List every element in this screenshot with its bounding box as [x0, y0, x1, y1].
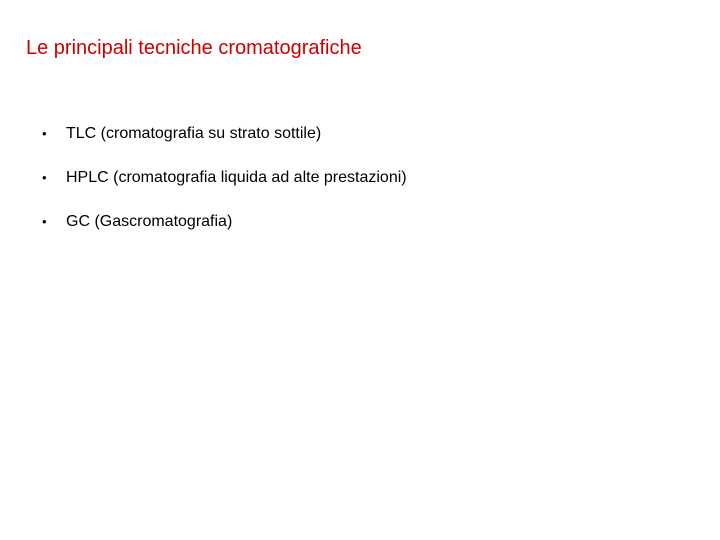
bullet-list	[42, 122, 407, 254]
list-item	[42, 210, 407, 254]
slide-title: Le principali tecniche cromatografiche	[26, 37, 362, 59]
bullet-marker: •	[42, 126, 47, 141]
bullet-text: HPLC (cromatografia liquida ad alte prestazioni)	[66, 169, 407, 186]
list-item	[42, 166, 407, 210]
bullet-marker: •	[42, 170, 47, 185]
bullet-marker: •	[42, 214, 47, 229]
bullet-text: GC (Gascromatografia)	[66, 213, 233, 230]
bullet-text: TLC (cromatografia su strato sottile)	[66, 125, 322, 142]
list-item	[42, 122, 407, 166]
